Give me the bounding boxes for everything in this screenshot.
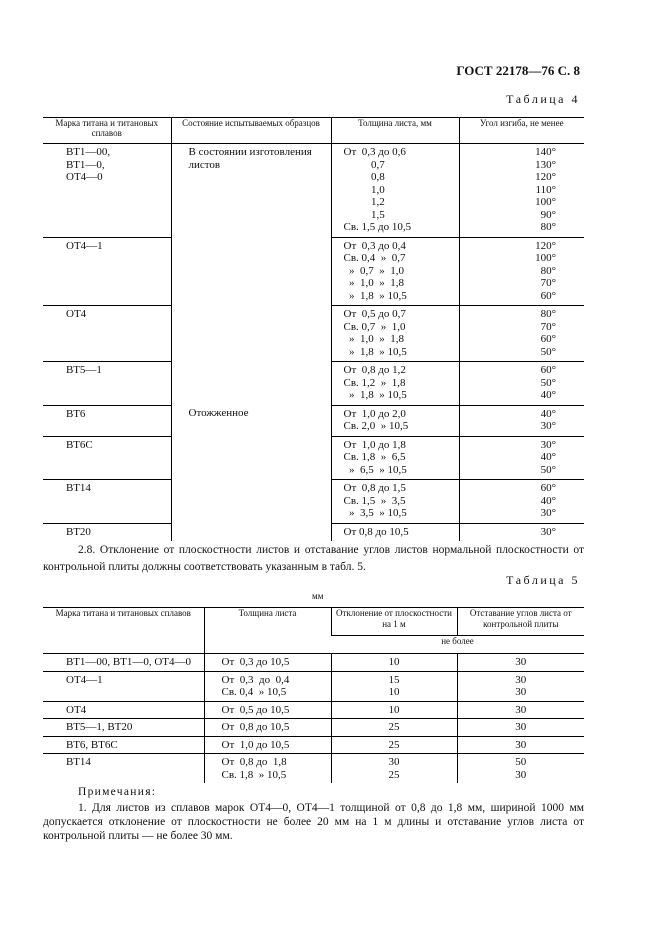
table4-header-state: Состояние испытываемых образцов [171, 118, 331, 144]
cell-line: ВТ14 [66, 756, 91, 768]
thickness-cell [331, 405, 459, 436]
thickness-cell [204, 654, 331, 672]
angle-cell [459, 144, 584, 238]
grade-cell [43, 701, 204, 719]
grade-cell [43, 654, 204, 672]
cell-line: ВТ1—00, ВТ1—0, ОТ4—0 [66, 656, 191, 668]
cell-line: 25 [388, 768, 400, 781]
cell-line: От 0,3 до 0,4 [221, 673, 290, 686]
cell-line: 1,0 [343, 183, 385, 196]
state-cell-annealed: Отожженное [171, 405, 331, 541]
table-row [43, 736, 584, 754]
deviation-cell [331, 654, 457, 672]
cell-line: 0,7 [343, 158, 385, 171]
table-row [43, 701, 584, 719]
angle-cell [459, 405, 584, 436]
cell-line: 0,8 [343, 171, 385, 183]
cell-line: 120° [535, 171, 556, 183]
cell-line: 50° [540, 376, 556, 389]
grade-cell [43, 736, 204, 754]
cell-line: От 0,8 до 1,8 [221, 756, 287, 768]
table-row [43, 654, 584, 672]
grade-cell [43, 436, 171, 480]
cell-line: От 0,3 до 0,6 [343, 146, 406, 158]
cell-line: Св. 2,0 » 10,5 [343, 420, 409, 432]
cell-line: » 0,7 » 1,0 [343, 264, 404, 277]
cell-line: 1,5 [343, 208, 385, 221]
cell-line: ВТ20 [66, 525, 91, 538]
deviation-cell [331, 719, 457, 737]
cell-line: 130° [535, 158, 556, 171]
cell-line: 30 [515, 768, 527, 781]
thickness-cell [204, 719, 331, 737]
cell-line: 40° [540, 407, 556, 420]
table4 [43, 117, 584, 541]
grade-cell [43, 237, 171, 306]
table4-header-thickness: Толщина листа, мм [331, 118, 459, 144]
lag-cell [457, 719, 584, 737]
table-row [43, 754, 584, 784]
cell-line: » 1,8 » 10,5 [343, 345, 407, 358]
cell-line: 30° [540, 507, 556, 519]
table5-subheader: не более [331, 636, 584, 654]
table-row [43, 144, 584, 238]
cell-line: 50° [540, 463, 556, 476]
cell-line: » 1,8 » 10,5 [343, 289, 407, 302]
cell-line: ВТ1—0, [66, 158, 105, 171]
cell-line: 70° [540, 320, 556, 333]
cell-line: 100° [535, 252, 556, 264]
cell-line: ОТ4 [66, 703, 87, 716]
cell-line: » 1,8 » 10,5 [343, 389, 407, 401]
cell-line: 70° [540, 277, 556, 289]
grade-cell [43, 405, 171, 436]
cell-line: ВТ5—1 [66, 364, 102, 376]
thickness-cell [331, 237, 459, 306]
cell-line: От 0,5 до 0,7 [343, 308, 406, 320]
cell-line: 40° [540, 389, 556, 401]
cell-line: Св. 0,7 » 1,0 [343, 320, 406, 333]
cell-line: 80° [540, 264, 556, 277]
cell-line: От 0,3 до 10,5 [221, 656, 290, 668]
cell-line: » 3,5 » 10,5 [343, 507, 407, 519]
cell-line: От 1,0 до 1,8 [343, 438, 406, 451]
cell-line: 120° [535, 239, 556, 252]
deviation-cell [331, 754, 457, 784]
table5-unit: мм [312, 591, 324, 601]
cell-line: 110° [535, 183, 556, 196]
cell-line: 60° [540, 333, 556, 345]
cell-line: » 1,0 » 1,8 [343, 333, 404, 345]
grade-cell [43, 523, 171, 541]
angle-cell [459, 237, 584, 306]
lag-cell [457, 754, 584, 784]
table5-caption: Таблица 5 [506, 573, 580, 587]
cell-line: От 0,5 до 10,5 [221, 703, 290, 716]
cell-line: 1,2 [343, 196, 385, 208]
cell-line: От 0,8 до 1,2 [343, 364, 406, 376]
thickness-cell [204, 671, 331, 701]
cell-line: » 6,5 » 10,5 [343, 463, 407, 476]
thickness-cell [331, 436, 459, 480]
cell-line: » 1,0 » 1,8 [343, 277, 404, 289]
cell-line: 15 [388, 673, 400, 686]
thickness-cell [204, 701, 331, 719]
cell-line: ОТ4—0 [66, 171, 103, 183]
state-cell-as-manufactured: В состоянии изготовления листов [171, 144, 331, 406]
cell-line: Св. 1,5 до 10,5 [343, 221, 412, 233]
cell-line: 50 [515, 756, 527, 768]
cell-line: 60° [540, 482, 556, 494]
cell-line: 30 [515, 656, 527, 668]
table5-header-grade: Марка титана и титановых сплавов [43, 608, 204, 654]
cell-line: От 1,0 до 2,0 [343, 407, 406, 420]
cell-line: ВТ14 [66, 482, 91, 494]
cell-line: 40° [540, 451, 556, 463]
cell-line: 30° [540, 438, 556, 451]
cell-line: Св. 1,8 » 6,5 [343, 451, 406, 463]
cell-line: От 0,8 до 10,5 [221, 721, 290, 733]
cell-line: ВТ6, ВТ6С [66, 738, 118, 751]
cell-line: 80° [540, 308, 556, 320]
cell-line: 10 [388, 703, 400, 716]
lag-cell [457, 736, 584, 754]
cell-line: От 0,8 до 1,5 [343, 482, 406, 494]
cell-line: ОТ4—1 [66, 673, 103, 686]
grade-cell [43, 306, 171, 362]
table-row [43, 719, 584, 737]
angle-cell [459, 523, 584, 541]
cell-line: 30 [515, 738, 527, 751]
table4-header-angle: Угол изгиба, не менее [459, 118, 584, 144]
cell-line: 30 [515, 686, 527, 698]
cell-line: 40° [540, 494, 556, 507]
grade-cell [43, 144, 171, 238]
grade-cell [43, 671, 204, 701]
cell-line: 30 [515, 703, 527, 716]
angle-cell [459, 306, 584, 362]
cell-line: 80° [540, 221, 556, 233]
lag-cell [457, 671, 584, 701]
thickness-cell [331, 523, 459, 541]
grade-cell [43, 719, 204, 737]
thickness-cell [331, 144, 459, 238]
table4-header-grade: Марка титана и титановых сплавов [43, 118, 171, 144]
cell-line: Св. 0,4 » 0,7 [343, 252, 406, 264]
table5-header-lag: Отставание углов листа от контрольной плиты [457, 608, 584, 636]
lag-cell [457, 701, 584, 719]
cell-line: 30 [515, 673, 527, 686]
angle-cell [459, 362, 584, 406]
cell-line: 60° [540, 289, 556, 302]
table4-caption: Таблица 4 [506, 92, 580, 106]
angle-cell [459, 480, 584, 524]
table5 [43, 607, 584, 783]
cell-line: 90° [540, 208, 556, 221]
thickness-cell [204, 736, 331, 754]
cell-line: От 1,0 до 10,5 [221, 738, 290, 751]
cell-line: ОТ4—1 [66, 239, 103, 252]
cell-line: 25 [388, 738, 400, 751]
cell-line: 30 [515, 721, 527, 733]
cell-line: 10 [388, 656, 400, 668]
cell-line: ВТ1—00, [66, 146, 111, 158]
thickness-cell [331, 362, 459, 406]
cell-line: 25 [388, 721, 400, 733]
cell-line: Св. 1,5 » 3,5 [343, 494, 406, 507]
cell-line: 30° [540, 420, 556, 432]
cell-line: ВТ6С [66, 438, 93, 451]
cell-line: ОТ4 [66, 308, 87, 320]
note-1: 1. Для листов из сплавов марок ОТ4—0, ОТ4—1 толщиной от 0,8 до 1,8 мм, шириной 1000 мм допускается отклонение от плоскостности не более 20 мм на 1 м длины и отставание углов листа от контрольной плиты — не более 30 мм. [43, 802, 584, 842]
deviation-cell [331, 701, 457, 719]
page-header: ГОСТ 22178—76 С. 8 [456, 63, 580, 78]
cell-line: 60° [540, 364, 556, 376]
deviation-cell [331, 736, 457, 754]
notes-title: Примечания: [78, 786, 157, 798]
cell-line: От 0,8 до 10,5 [343, 525, 409, 538]
cell-line: 100° [535, 196, 556, 208]
cell-line: Св. 1,8 » 10,5 [221, 768, 287, 781]
cell-line: Св. 0,4 » 10,5 [221, 686, 287, 698]
grade-cell [43, 362, 171, 406]
angle-cell [459, 436, 584, 480]
cell-line: ВТ5—1, ВТ20 [66, 721, 133, 733]
thickness-cell [331, 306, 459, 362]
grade-cell [43, 754, 204, 784]
table5-header-thickness: Толщина листа [204, 608, 331, 654]
cell-line: Св. 1,2 » 1,8 [343, 376, 406, 389]
lag-cell [457, 654, 584, 672]
grade-cell [43, 480, 171, 524]
table-row [43, 405, 584, 436]
cell-line: 30° [540, 525, 556, 538]
table5-header-deviation: Отклонение от плоскостности на 1 м [331, 608, 457, 636]
cell-line: 10 [388, 686, 400, 698]
deviation-cell [331, 671, 457, 701]
thickness-cell [331, 480, 459, 524]
cell-line: 30 [388, 756, 400, 768]
cell-line: От 0,3 до 0,4 [343, 239, 406, 252]
table-row [43, 671, 584, 701]
cell-line: 140° [535, 146, 556, 158]
cell-line: ВТ6 [66, 407, 86, 420]
thickness-cell [204, 754, 331, 784]
cell-line: 50° [540, 345, 556, 358]
paragraph-2-8: 2.8. Отклонение от плоскостности листов и отставание углов листов нормальной плоскостности от контрольной плиты должны соответствовать указанным в табл. 5. [43, 544, 584, 573]
